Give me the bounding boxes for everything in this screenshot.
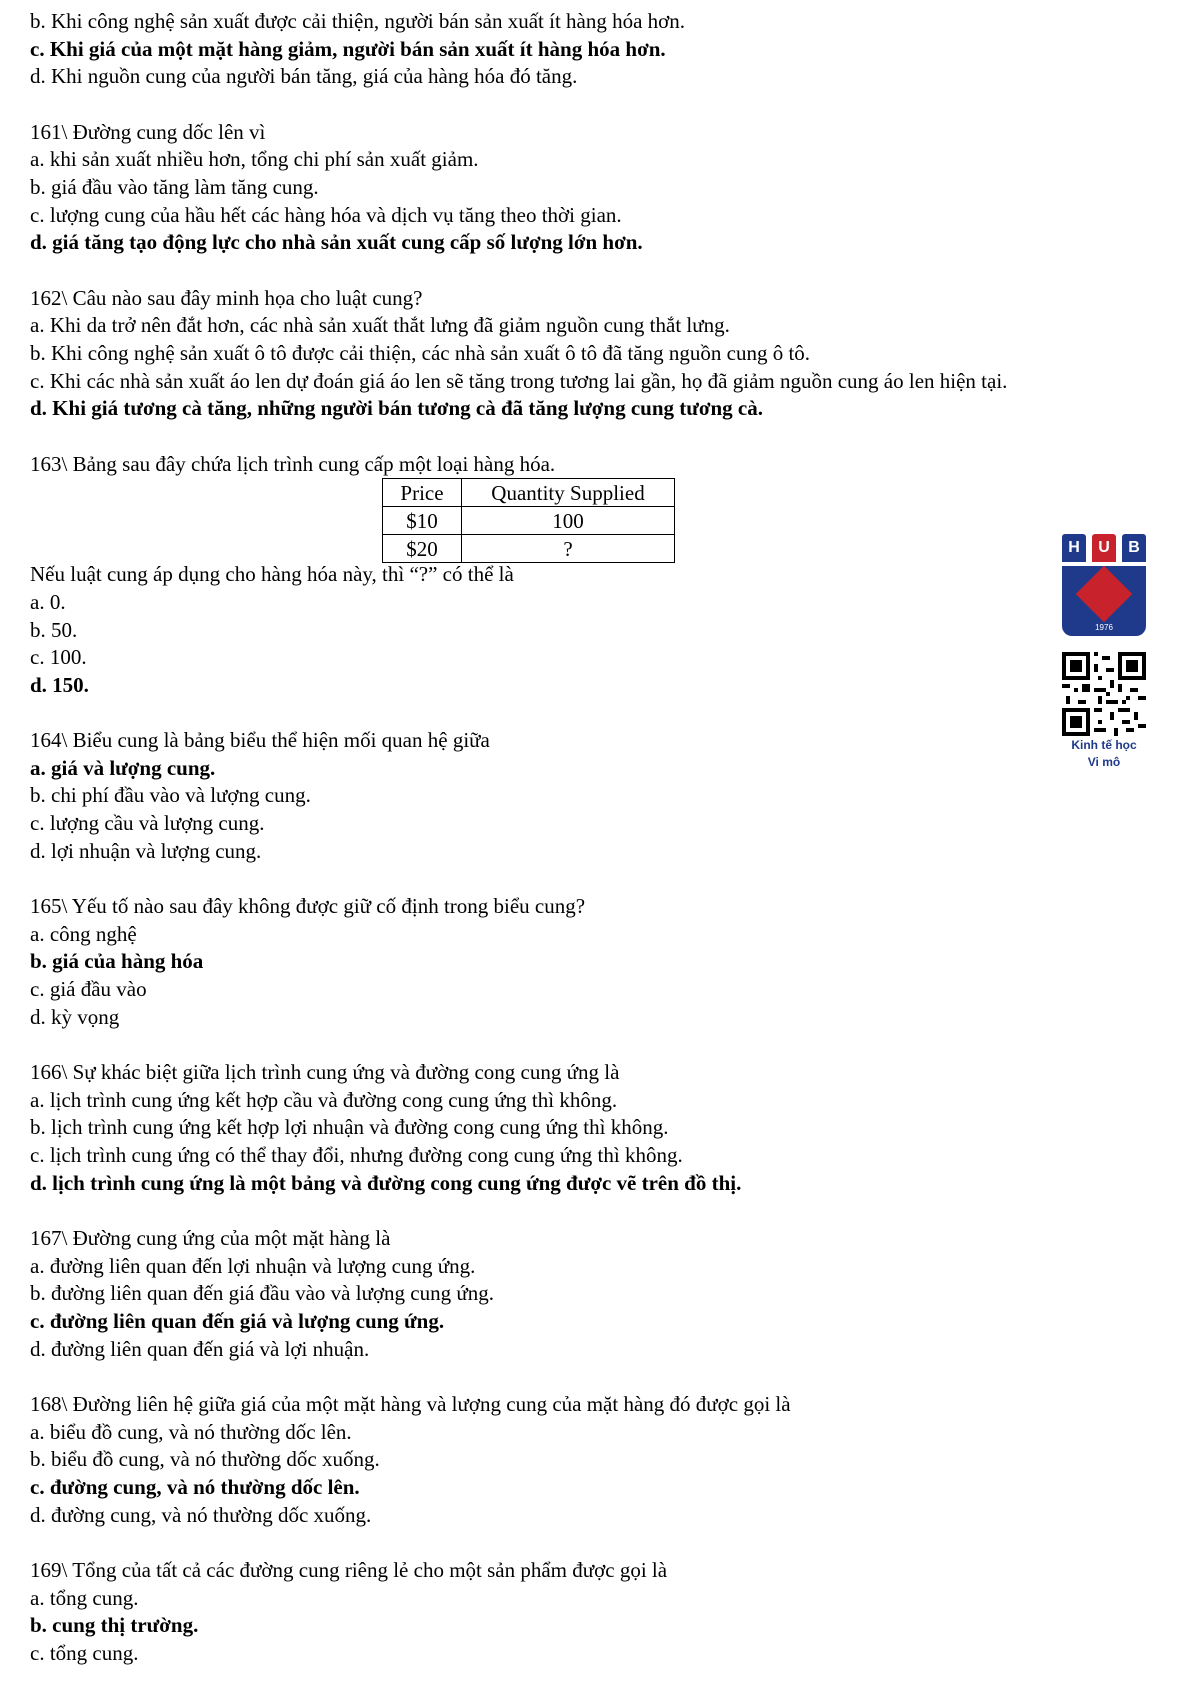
answer-line-correct: c. đường liên quan đến giá và lượng cung ứng.	[30, 1308, 445, 1333]
logo-letter: H	[1062, 534, 1086, 562]
hub-shield-icon	[1062, 534, 1146, 642]
table-cell: $10	[383, 507, 462, 535]
answer-line-correct: d. Khi giá tương cà tăng, những người bán tương cà đã tăng lượng cung tương cà.	[30, 396, 763, 421]
text-line: a. Khi da trở nên đắt hơn, các nhà sản xuất thắt lưng đã giảm nguồn cung thắt lưng.	[30, 313, 730, 338]
table-header-cell: Price	[383, 479, 462, 507]
text-line: b. Khi công nghệ sản xuất được cải thiện, người bán sản xuất ít hàng hóa hơn.	[30, 9, 686, 33]
text-line: d. đường liên quan đến giá và lợi nhuận.	[30, 1336, 370, 1361]
paragraph-gap	[30, 1197, 1160, 1225]
text-line: 164\ Biểu cung là bảng biểu thể hiện mối quan hệ giữa	[30, 728, 490, 753]
answer-line-correct: d. 150.	[30, 672, 89, 697]
paragraph-gap	[30, 699, 1160, 727]
answer-line-correct: d. giá tăng tạo động lực cho nhà sản xuất cung cấp số lượng lớn hơn.	[30, 230, 643, 255]
text-line: b. lịch trình cung ứng kết hợp lợi nhuận và đường cong cung ứng thì không.	[30, 1115, 669, 1140]
text-line: b. giá đầu vào tăng làm tăng cung.	[30, 174, 319, 199]
text-line: 166\ Sự khác biệt giữa lịch trình cung ứng và đường cong cung ứng là	[30, 1060, 620, 1085]
paragraph-gap	[30, 1031, 1160, 1059]
text-line: b. đường liên quan đến giá đầu vào và lượng cung ứng.	[30, 1281, 495, 1306]
paragraph-gap	[30, 423, 1160, 451]
text-line: 165\ Yếu tố nào sau đây không được giữ cố định trong biểu cung?	[30, 894, 586, 919]
supply-schedule-table	[382, 478, 675, 563]
table-cell: 100	[462, 507, 675, 535]
text-line: c. tổng cung.	[30, 1640, 139, 1665]
text-line: a. khi sản xuất nhiều hơn, tổng chi phí sản xuất giảm.	[30, 147, 479, 172]
text-line: c. lượng cung của hầu hết các hàng hóa và dịch vụ tăng theo thời gian.	[30, 202, 622, 227]
logo-letter: U	[1092, 534, 1116, 562]
hub-logo	[1062, 534, 1146, 770]
logo-year: 1976	[1095, 623, 1113, 632]
text-line: c. giá đầu vào	[30, 977, 147, 1002]
logo-caption: Kinh tế học	[1071, 738, 1137, 752]
text-line: c. Khi các nhà sản xuất áo len dự đoán giá áo len sẽ tăng trong tương lai gần, họ đã giảm nguồn cung áo len hiện tại.	[30, 368, 1008, 393]
logo-letter: B	[1122, 534, 1146, 562]
text-line: 163\ Bảng sau đây chứa lịch trình cung cấp một loại hàng hóa.	[30, 451, 556, 476]
paragraph-gap	[30, 91, 1160, 119]
text-line: 167\ Đường cung ứng của một mặt hàng là	[30, 1226, 391, 1251]
text-line: 162\ Câu nào sau đây minh họa cho luật cung?	[30, 285, 423, 310]
text-line: 168\ Đường liên hệ giữa giá của một mặt hàng và lượng cung của mặt hàng đó được gọi là	[30, 1392, 791, 1417]
text-line: d. Khi nguồn cung của người bán tăng, giá của hàng hóa đó tăng.	[30, 64, 578, 89]
text-line: b. Khi công nghệ sản xuất ô tô được cải thiện, các nhà sản xuất ô tô đã tăng nguồn cung ô tô.	[30, 340, 811, 365]
text-line: b. chi phí đầu vào và lượng cung.	[30, 783, 311, 808]
text-line: Nếu luật cung áp dụng cho hàng hóa này, thì “?” có thể là	[30, 562, 514, 587]
text-line: a. lịch trình cung ứng kết hợp cầu và đường cong cung ứng thì không.	[30, 1087, 618, 1112]
table-row	[383, 535, 675, 563]
paragraph-gap	[30, 1363, 1160, 1391]
text-line: c. 100.	[30, 645, 87, 670]
text-line: 169\ Tổng của tất cả các đường cung riêng lẻ cho một sản phẩm được gọi là	[30, 1558, 668, 1583]
text-line: a. 0.	[30, 589, 66, 614]
table-header-row	[383, 479, 675, 507]
text-line: c. lịch trình cung ứng có thể thay đổi, nhưng đường cong cung ứng thì không.	[30, 1143, 683, 1167]
answer-line-correct: c. Khi giá của một mặt hàng giảm, người bán sản xuất ít hàng hóa hơn.	[30, 36, 666, 61]
text-line: a. đường liên quan đến lợi nhuận và lượng cung ứng.	[30, 1253, 476, 1278]
answer-line-correct: a. giá và lượng cung.	[30, 755, 216, 780]
text-line: b. 50.	[30, 617, 78, 642]
text-line: a. tổng cung.	[30, 1585, 139, 1610]
text-line: d. lợi nhuận và lượng cung.	[30, 838, 262, 863]
text-line: 161\ Đường cung dốc lên vì	[30, 119, 266, 144]
text-line: c. lượng cầu và lượng cung.	[30, 811, 265, 836]
text-line: b. biểu đồ cung, và nó thường dốc xuống.	[30, 1447, 380, 1472]
paragraph-gap	[30, 257, 1160, 285]
answer-line-correct: d. lịch trình cung ứng là một bảng và đường cong cung ứng được vẽ trên đồ thị.	[30, 1170, 742, 1195]
text-line: a. biểu đồ cung, và nó thường dốc lên.	[30, 1419, 352, 1444]
table-cell: ?	[462, 535, 675, 563]
paragraph-gap	[30, 1529, 1160, 1557]
paragraph-gap	[30, 865, 1160, 893]
table-row	[383, 507, 675, 535]
table-cell: $20	[383, 535, 462, 563]
answer-line-correct: b. giá của hàng hóa	[30, 949, 204, 974]
text-line: d. đường cung, và nó thường dốc xuống.	[30, 1502, 372, 1527]
text-line: d. kỳ vọng	[30, 1004, 120, 1029]
table-header-cell: Quantity Supplied	[462, 479, 675, 507]
answer-line-correct: c. đường cung, và nó thường dốc lên.	[30, 1474, 360, 1499]
document-page	[30, 8, 1160, 1668]
qr-code-icon	[1062, 652, 1146, 736]
logo-caption-sub: Vi mô	[1087, 755, 1121, 769]
answer-line-correct: b. cung thị trường.	[30, 1613, 199, 1638]
text-line: a. công nghệ	[30, 921, 137, 946]
